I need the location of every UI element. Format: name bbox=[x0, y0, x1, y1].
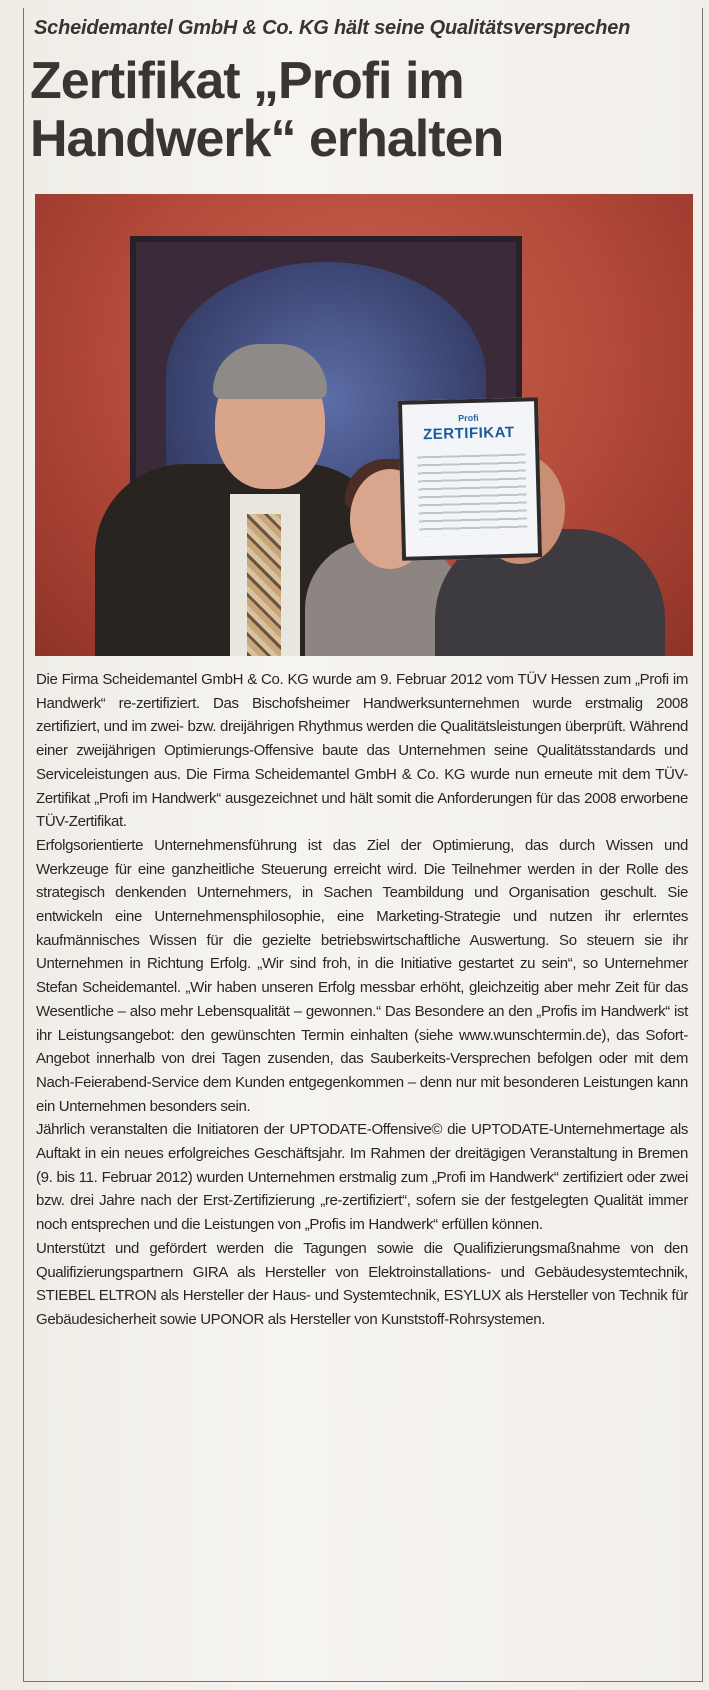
headline-line-2: Handwerk“ erhalten bbox=[30, 110, 504, 168]
article-kicker: Scheidemantel GmbH & Co. KG hält seine Qualitätsversprechen bbox=[34, 17, 631, 39]
article-headline bbox=[30, 52, 680, 168]
paragraph-1: Die Firma Scheidemantel GmbH & Co. KG wurde am 9. Februar 2012 vom TÜV Hessen zum „Profi im Handwerk“ re-zertifiziert. Das Bischofsheimer Handwerksunternehmen wurde erstmalig 2008 zertifiziert, und im zwei- bzw. dreijährigen Rhythmus werden die Qualitätsleistungen überprüft. Während einer zweijährigen Optimierungs-Offensive baute das Unternehmen seine Qualitätsstandards und Serviceleistungen aus. Die Firma Scheidemantel GmbH & Co. KG wurde nun erneute mit dem TÜV-Zertifikat „Profi im Handwerk“ ausgezeichnet und hält somit die Anforderungen für das 2008 erworbene TÜV-Zertifikat. bbox=[36, 671, 688, 831]
article-body bbox=[36, 668, 688, 1332]
certificate-brand: Profi bbox=[458, 412, 479, 424]
paragraph-4: Unterstützt und gefördert werden die Tagungen sowie die Qualifizierungsmaßnahme von den Qualifizierungspartnern GIRA als Hersteller von Elektroinstallations- und Gebäudesystemtechnik, STIEBEL ELTRON als Hersteller der Haus- und Systemtechnik, ESYLUX als Hersteller von Technik für Gebäudesicherheit sowie UPONOR als Hersteller von Kunststoff-Rohrsystemen. bbox=[36, 1239, 688, 1328]
article-photo bbox=[35, 194, 693, 656]
paragraph-2: Erfolgsorientierte Unternehmensführung ist das Ziel der Optimierung, das durch Wissen und Werkzeuge für eine ganzheitliche Steuerung erreicht wird. Die Teilnehmer werden in der Rolle des strategisch denkenden Unternehmers, in Sachen Teambildung und Organisation geschult. Sie entwickeln eine Unternehmensphilosophie, eine Marketing-Strategie und nutzen ihr erlerntes kaufmännisches Wissen für die gezielte betriebswirtschaftliche Auswertung. So steuern sie ihr Unternehmen in Richtung Erfolg. „Wir sind froh, in die Initiative gestartet zu sein“, so Unternehmer Stefan Scheidemantel. „Wir haben unseren Erfolg messbar erhöht, gleichzeitig aber mehr Zeit für das Wesentliche – also mehr Lebensqualität – gewonnen.“ Das Besondere an den „Profis im Handwerk“ ist ihr Leistungsangebot: den gewünschten Termin einhalten (siehe www.wunschtermin.de), das Sofort-Angebot innerhalb von drei Tagen zusenden, das Sauberkeits-Versprechen befolgen oder mit dem Nach-Feierabend-Service dem Kunden entgegenkommen – denn nur mit besonderen Leistungen kann ein Unternehmen besonders sein. bbox=[36, 836, 688, 1115]
man-left-tie bbox=[247, 514, 281, 656]
certificate-title: ZERTIFIKAT bbox=[422, 423, 515, 444]
certificate-document bbox=[398, 397, 542, 561]
paragraph-3: Jährlich veranstalten die Initiatoren der UPTODATE-Offensive© die UPTODATE-Unternehmertage als Auftakt in ein neues erfolgreiches Geschäftsjahr. Im Rahmen der dreitägigen Veranstaltung in Bremen (9. bis 11. Februar 2012) wurden Unternehmen erstmalig zum „Profi im Handwerk“ zertifiziert oder zwei bzw. drei Jahre nach der Erst-Zertifizierung „re-zertifiziert“, sofern sie der festgelegten Qualität immer noch entsprechen und die Leistungen von „Profis im Handwerk“ erfüllen können. bbox=[36, 1121, 688, 1234]
headline-line-1: Zertifikat „Profi im bbox=[30, 52, 464, 110]
certificate-text-lines bbox=[417, 454, 527, 537]
